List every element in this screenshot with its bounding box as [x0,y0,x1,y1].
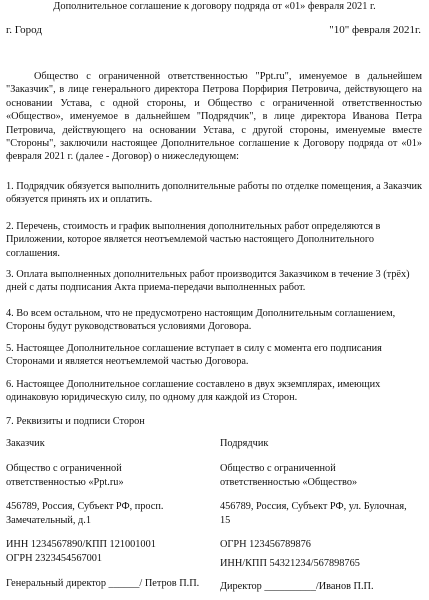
clause-5: 5. Настоящее Дополнительное соглашение вступает в силу с момента его подписания Сторонами и является неотъемлемой частью Договора. [6,343,382,368]
contractor-org-line2: ответственностью «Общество» [220,477,358,488]
contractor-org-line1: Общество с ограниченной [220,463,336,474]
clause-4: 4. Во всем остальном, что не предусмотрено настоящим Дополнительным соглашением, Стороны будут руководствоваться условиями Договора. [6,308,396,333]
customer-ogrn: ОГРН 2323454567001 [6,553,103,564]
customer-org-line2: ответственностью «Ppt.ru» [6,477,124,488]
customer-org-line1: Общество с ограниченной [6,463,122,474]
city: г. Город [6,24,42,36]
customer-address-line1: 456789, Россия, Субъект РФ, просп. [6,501,164,512]
clause-7-heading: 7. Реквизиты и подписи Сторон [6,416,145,427]
contractor-address-line2: 15 [220,515,231,526]
preamble-paragraph: Общество с ограниченной ответственностью "Ppt.ru", именуемое в дальнейшем "Заказчик", в лице генерального директора Петрова Порфирия Петровича, действующего на основании Устава, с одной стороны, и Общество с ограниченной ответственностью «Общество», именуемое в дальнейшем "Подрядчик", в лице директора Иванова Петра Петровича, действующего на основании Устава, с другой стороны, именуемые вместе "Стороны", заключили настоящее Дополнительное соглашение к Договору подряда от «01» февраля 2021 г. (далее - Договор) о нижеследующем: [6,71,422,163]
customer-inn: ИНН 1234567890/КПП 121001001 [6,539,156,550]
customer-heading: Заказчик [6,438,45,449]
customer-signature: Генеральный директор ______/ Петров П.П. [6,578,200,589]
contractor-signature: Директор __________/Иванов П.П. [220,581,374,592]
contractor-heading: Подрядчик [220,438,269,449]
contractor-ogrn: ОГРН 123456789876 [220,539,311,550]
document-title: Дополнительное соглашение к договору подряда от «01» февраля 2021 г. [53,1,376,12]
clause-3: 3. Оплата выполненных дополнительных работ производится Заказчиком в течение 3 (трёх) дней с даты подписания Акта приема-передачи выполненных работ. [6,269,410,294]
clause-1: 1. Подрядчик обязуется выполнить дополнительные работы по отделке помещения, а Заказчик обязуется принять их и оплатить. [6,181,423,206]
contractor-address-line1: 456789, Россия, Субъект РФ, ул. Булочная, [220,501,407,512]
contractor-inn: ИНН/КПП 54321234/567898765 [220,558,360,569]
clause-2: 2. Перечень, стоимость и график выполнения дополнительных работ определяются в Приложении, которое является неотъемлемой частью настоящего Дополнительного соглашения. [6,221,381,259]
customer-address-line2: Замечательный, д.1 [6,515,91,526]
document-date: "10" февраля 2021г. [329,24,421,36]
clause-6: 6. Настоящее Дополнительное соглашение составлено в двух экземплярах, имеющих одинаковую юридическую силу, по одному для каждой из Сторон. [6,379,381,404]
